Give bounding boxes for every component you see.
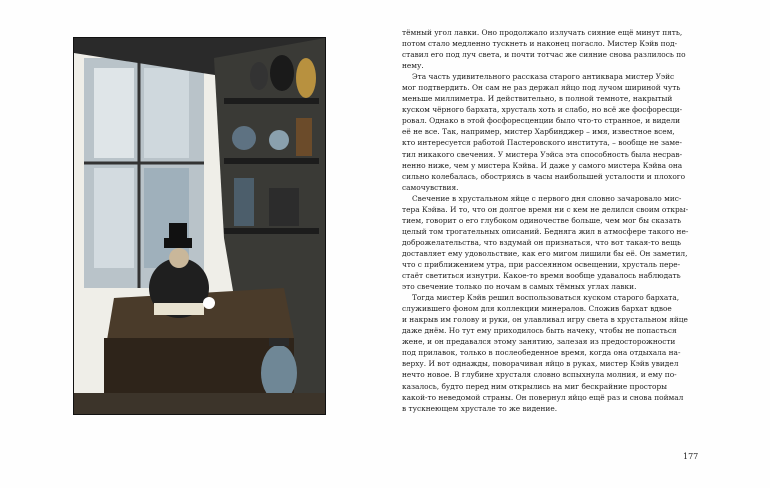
text-line: ровал. Однако в этой фосфоресценции было что-то странное, и видели — [402, 116, 681, 126]
text-line: это свечение только по ночам в самых тёмных углах лавки. — [402, 282, 637, 292]
text-line: тием, говорит о его глубоком одиночестве больше, чем мог бы сказать — [402, 215, 682, 225]
text-line: даже днём. Но тут ему приходилось быть начеку, чтобы не попасться — [402, 326, 677, 336]
page-number: 177 — [683, 452, 699, 461]
text-line: тил никакого свечения. У мистера Уэйса эта способность была несрав- — [402, 149, 683, 159]
text-line: служившего фоном для коллекции минералов. Сложив бархат вдвое — [402, 304, 672, 314]
text-line: меньше миллиметра. И действительно, в полной темноте, накрытый — [402, 94, 673, 104]
text-line: Свечение в хрустальном яйце с первого дня словно зачаровало мис- — [412, 193, 682, 203]
text-line: доброжелательства, что вздумай он признаться, что вот такая-то вещь — [402, 237, 681, 247]
body-text — [402, 27, 705, 414]
text-line: куском чёрного бархата, хрусталь хоть и слабо, но всё же фосфоресци- — [402, 105, 683, 115]
text-line: Тогда мистер Кэйв решил воспользоваться куском старого бархата, — [412, 293, 680, 303]
text-line: целый том трогательных описаний. Бедняга жил в атмосфере такого не- — [402, 226, 689, 236]
text-line: кто интересуется работой Пастеровского института, – вообще не заме- — [402, 138, 683, 148]
text-line: и накрыв им голову и руки, он улавливал игру света в хрустальном яйце — [402, 315, 688, 325]
text-line: её не все. Так, например, мистер Харбинджер – имя, известное всем, — [402, 127, 675, 137]
text-line: мог подтвердить. Он сам не раз держал яйцо под лучом шириной чуть — [402, 83, 681, 93]
text-line: под прилавок, только в послеобеденное время, когда она отдыхала на- — [402, 348, 681, 358]
text-line: нечто новое. В глубине хрусталя словно вспыхнула молния, и ему по- — [402, 370, 677, 380]
text-line: доставляет ему удовольствие, как его мигом лишили бы её. Он заметил, — [402, 248, 688, 258]
text-line: ненно ниже, чем у мистера Кэйва. И даже у самого мистера Кэйва она — [402, 160, 683, 170]
text-line: тера Кэйва. И то, что он долгое время ни с кем не делился своим откры- — [402, 204, 689, 214]
text-line: самочувствия. — [402, 182, 459, 192]
text-line: какой-то неведомой страны. Он повернул яйцо ещё раз и снова поймал — [402, 392, 684, 402]
text-line: Эта часть удивительного рассказа старого антиквара мистер Уэйс — [412, 72, 675, 82]
text-line: что с приближением утра, при рассеянном освещении, хрусталь пере- — [402, 259, 681, 269]
text-line: стаёт светиться изнутри. Какое-то время вообще удавалось наблюдать — [402, 271, 681, 281]
text-line: сильно колебалась, обостряясь в часы наибольшей усталости и плохого — [402, 171, 686, 181]
text-line: казалось, будто перед ним открылись на миг бескрайние просторы — [402, 381, 668, 391]
text-line: жене, и он предавался этому занятию, залезая из предосторожности — [402, 337, 676, 347]
text-line: верху. И вот однажды, поворачивая яйцо в руках, мистер Кэйв увидел — [402, 359, 679, 369]
right-page — [385, 0, 770, 488]
text-line: нему. — [402, 61, 424, 71]
text-line: потом стало медленно тускнеть и наконец погасло. Мистер Кэйв под- — [402, 39, 678, 49]
text-line: ставил его под луч света, и почти тотчас же сияние снова разлилось по — [402, 50, 686, 60]
illustration-frame — [73, 37, 326, 415]
text-line: в тускнеющем хрустале то же видение. — [402, 403, 558, 413]
text-line: тёмный угол лавки. Оно продолжало излучать сияние ещё минут пять, — [402, 28, 683, 37]
antique-shop-illustration — [74, 38, 325, 414]
